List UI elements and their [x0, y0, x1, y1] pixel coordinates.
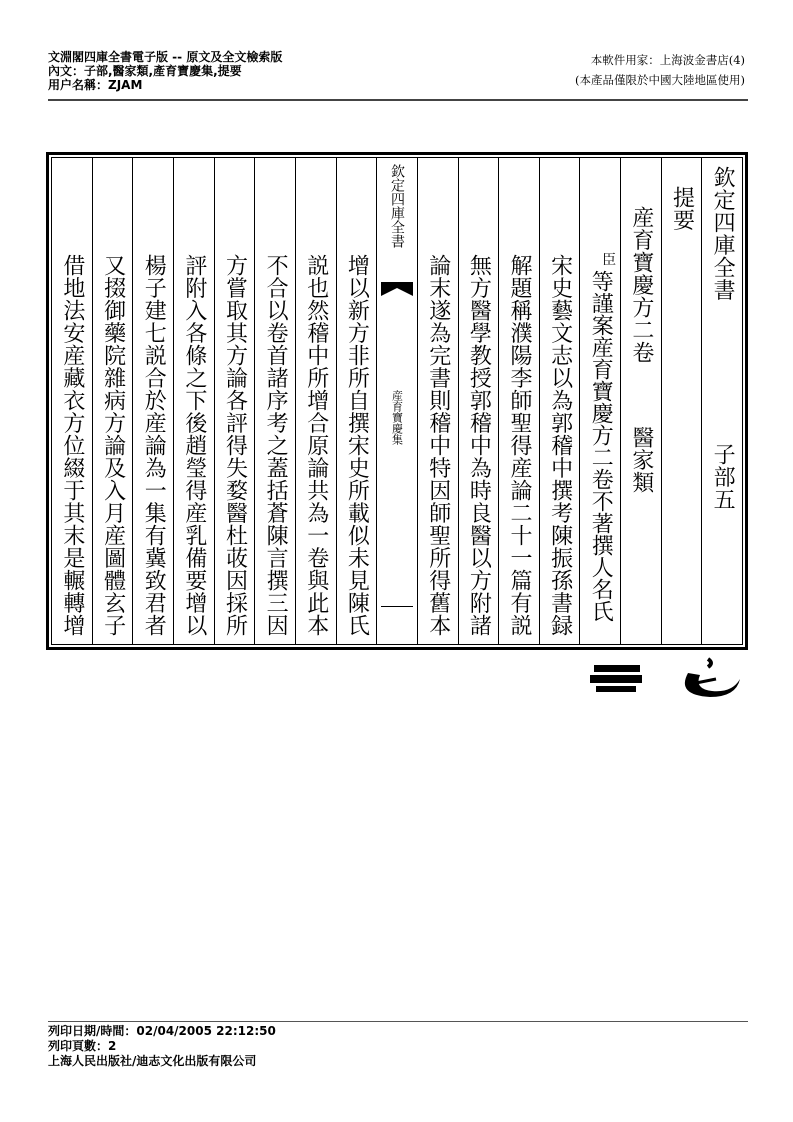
text-column: [132, 158, 173, 644]
text-column: [539, 158, 580, 644]
column-text: 方嘗取其方論各評得失婺醫杜荍因採所: [222, 254, 248, 637]
text-frame: [46, 152, 748, 650]
tiyao-heading: 提要: [669, 186, 695, 231]
column-text: 借地法安産藏衣方位綴于其末是輾轉增: [59, 254, 85, 637]
column-text: 宋史藝文志以為郭稽中撰考陳振孫書録: [547, 254, 573, 637]
column-tiyao: [661, 158, 702, 644]
print-pages: 列印頁數：2: [48, 1039, 117, 1053]
column-text: 解題稱濮陽李師聖得産論二十一篇有説: [506, 254, 532, 637]
fish-tail-mark: [381, 282, 413, 298]
column-text: 等謹案産育寶慶方二卷不著撰人名氏: [588, 270, 614, 622]
fold-column: [376, 158, 417, 644]
text-column: [92, 158, 133, 644]
section-label: 子部五: [710, 443, 736, 511]
header-user-info: 本軟件用家：上海波金書店(4): [590, 53, 745, 67]
text-column: [417, 158, 458, 644]
column-title: [701, 158, 742, 644]
footer: [48, 1024, 276, 1069]
footer-divider: [48, 1021, 748, 1022]
text-column: [498, 158, 539, 644]
fold-line: [381, 606, 413, 607]
text-column: [254, 158, 295, 644]
column-text: 無方醫學教授郭稽中為時良醫以方附諸: [466, 254, 492, 637]
header-right: [575, 50, 745, 90]
column-text: 增以新方非所自撰宋史所載似未見陳氏: [344, 254, 370, 637]
chen-mark: 臣: [600, 252, 617, 266]
text-column: [214, 158, 255, 644]
column-text: 評附入各條之下後趙瑩得産乳備要增以: [181, 254, 207, 637]
text-column: [295, 158, 336, 644]
column-book: [620, 158, 661, 644]
book-title: 産育寶慶方二卷: [628, 206, 654, 364]
text-column: [173, 158, 214, 644]
header-divider: [48, 99, 748, 101]
publisher-logo: [590, 655, 750, 705]
header-usage-note: (本產品僅限於中國大陸地區使用): [575, 73, 745, 87]
header-title: 文淵閣四庫全書電子版 -- 原文及全文檢索版: [48, 50, 283, 64]
fold-book-title: 産育寶慶集: [390, 390, 404, 445]
fold-title: 欽定四庫全書: [389, 164, 406, 248]
text-column: [336, 158, 377, 644]
column-text: 又掇御藥院雜病方論及入月産圖體玄子: [100, 254, 126, 637]
column-text: 論末遂為完書則稽中特因師聖所得舊本: [425, 254, 451, 637]
column-text: 不合以卷首諸序考之蓋括蒼陳言撰三因: [263, 254, 289, 637]
text-column: [579, 158, 620, 644]
column-text: 楊子建七説合於産論為一集有冀致君者: [141, 254, 167, 637]
text-column: [52, 158, 92, 644]
header-username: 用户名稱：ZJAM: [48, 78, 143, 92]
header-left: [48, 50, 282, 92]
category-label: 醫家類: [628, 426, 654, 494]
collection-title: 欽定四庫全書: [710, 166, 736, 301]
publisher: 上海人民出版社/迪志文化出版有限公司: [48, 1054, 257, 1068]
column-text: 説也然稽中所增合原論共為一卷與此本: [303, 254, 329, 637]
header-content-path: 內文：子部,醫家類,產育寶慶集,提要: [48, 64, 242, 78]
text-column: [458, 158, 499, 644]
print-date: 列印日期/時間：02/04/2005 22:12:50: [48, 1024, 276, 1038]
